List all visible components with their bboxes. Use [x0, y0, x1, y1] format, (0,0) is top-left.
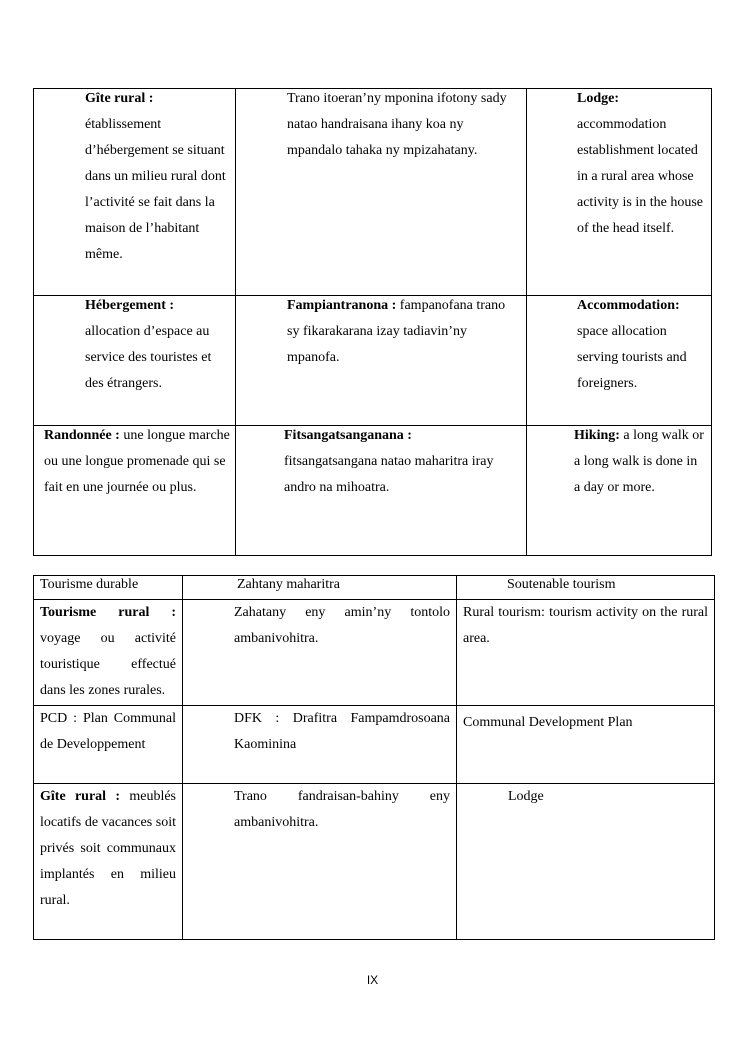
header-french — [34, 576, 183, 600]
table-row — [34, 706, 715, 784]
table1-row2-french — [85, 293, 230, 397]
definition-text: Communal Development Plan — [463, 715, 633, 730]
table1-row3-malagasy — [284, 423, 520, 501]
table1-row2-english — [577, 293, 707, 397]
term-label: Lodge: — [577, 91, 619, 106]
row1-malagasy — [183, 600, 457, 706]
row2-english — [457, 706, 715, 784]
definition-text: Lodge — [508, 789, 544, 804]
table1-column-divider-2 — [526, 88, 527, 556]
row2-french — [34, 706, 183, 784]
table1-column-divider-1 — [235, 88, 236, 556]
table-row — [34, 600, 715, 706]
row3-french — [34, 784, 183, 940]
table1-row3-french — [44, 423, 230, 501]
row1-english — [457, 600, 715, 706]
header-label: Zahtany maharitra — [237, 577, 341, 592]
table1-row1-french — [85, 86, 230, 268]
term-label: Fampiantranona : — [287, 298, 397, 313]
definition-text: voyage ou activité touristique effectué dans les zones rurales. — [40, 631, 176, 698]
term-label: Gîte rural : — [40, 789, 121, 804]
table-header-row — [34, 576, 715, 600]
definition-text: Trano itoeran’ny mponina ifotony sady natao handraisana ihany koa ny mpandalo tahaka ny mpizahatany. — [287, 91, 507, 158]
table-row — [34, 784, 715, 940]
table1-row1-english — [577, 86, 707, 242]
definition-text: accommodation establishment located in a rural area whose activity is in the house of the head itself. — [577, 117, 703, 236]
definition-text: PCD : Plan Communal de Developpement — [40, 711, 176, 752]
table1-row3-english — [574, 423, 706, 501]
definition-text: Rural tourism: tourism activity on the rural area. — [463, 605, 708, 646]
header-label: Tourisme durable — [40, 577, 139, 592]
term-label: Randonnée : — [44, 428, 120, 443]
header-label: Soutenable tourism — [507, 577, 616, 592]
table1-row1-malagasy — [287, 86, 519, 164]
term-label: Fitsangatsanganana : — [284, 428, 412, 443]
term-label: Hébergement : — [85, 298, 175, 313]
glossary-table-2 — [33, 575, 715, 940]
header-english — [457, 576, 715, 600]
definition-text: space allocation serving tourists and foreigners. — [577, 324, 687, 391]
definition-text: allocation d’espace au service des touristes et des étrangers. — [85, 324, 212, 391]
row3-english — [457, 784, 715, 940]
definition-text: Trano fandraisan-bahiny eny ambanivohitra. — [234, 789, 450, 830]
definition-text: meublés locatifs de vacances soit privés soit communaux implantés en milieu rural. — [40, 789, 177, 908]
definition-text: fitsangatsangana natao maharitra iray andro na mihoatra. — [284, 454, 494, 495]
term-label: Gîte rural : — [85, 91, 154, 106]
definition-text: une longue marche ou une longue promenade qui se fait en une journée ou plus. — [44, 428, 230, 495]
definition-text: fampanofana trano sy fikarakarana izay tadiavin’ny mpanofa. — [287, 298, 506, 365]
row1-french — [34, 600, 183, 706]
definition-text: établissement d’hébergement se situant dans un milieu rural dont l’activité se fait dans la maison de l’habitant même. — [85, 117, 226, 262]
term-label: Hiking: — [574, 428, 620, 443]
definition-text: a long walk or a long walk is done in a day or more. — [574, 428, 704, 495]
definition-text: Zahatany eny amin’ny tontolo ambanivohitra. — [234, 605, 450, 646]
header-malagasy — [183, 576, 457, 600]
table1-row2-malagasy — [287, 293, 519, 371]
page-number: IX — [366, 973, 379, 987]
row2-malagasy — [183, 706, 457, 784]
definition-text: DFK : Drafitra Fampamdrosoana Kaominina — [234, 711, 450, 752]
row3-malagasy — [183, 784, 457, 940]
term-label: Tourisme rural : — [40, 605, 176, 620]
term-label: Accommodation: — [577, 298, 680, 313]
